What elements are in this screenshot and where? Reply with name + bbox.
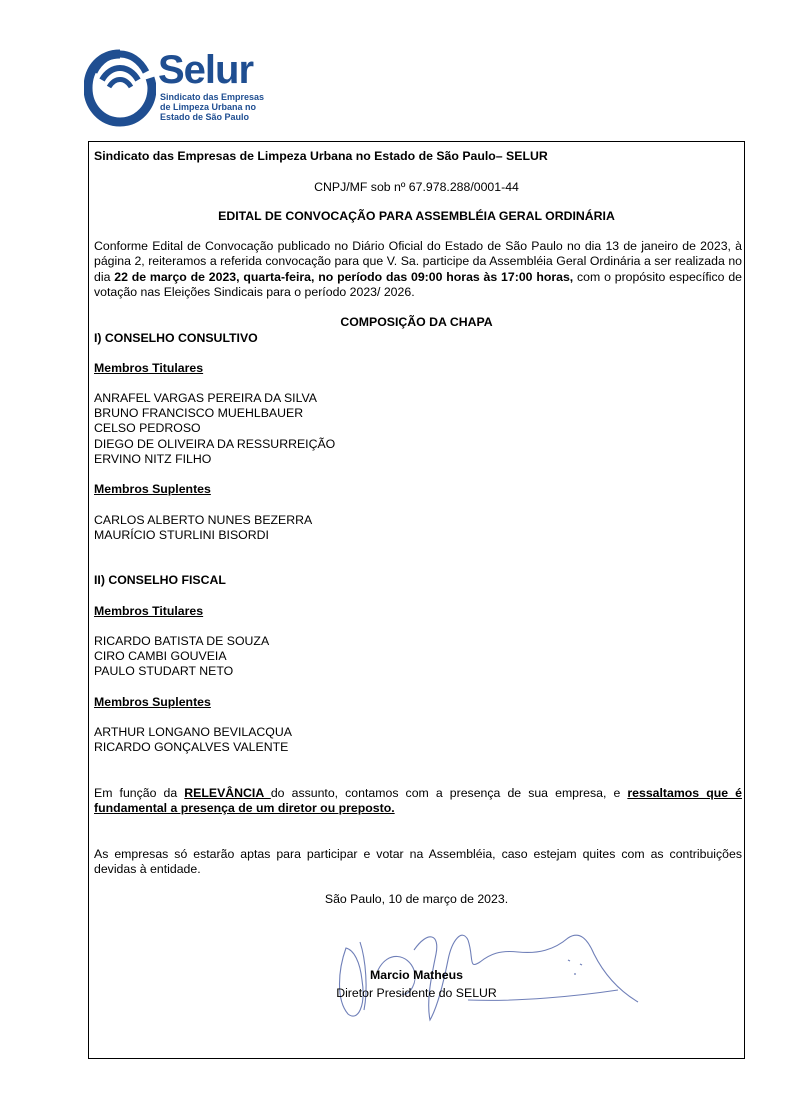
- selur-logo: [84, 44, 284, 128]
- member-name: ERVINO NITZ FILHO: [94, 452, 212, 466]
- cnpj-line: CNPJ/MF sob nº 67.978.288/0001-44: [314, 180, 519, 194]
- logo-subtitle-line: Estado de São Paulo: [160, 112, 250, 122]
- intro-purpose-text: com o propósito específico de votação nas Eleições Sindicais para o período 2023/ 2026.: [94, 269, 742, 299]
- member-name: PAULO STUDART NETO: [94, 664, 234, 678]
- relevance-paragraph: [94, 786, 742, 817]
- relevance-text: Em função da: [94, 786, 185, 800]
- logo-subtitle-line: Sindicato das Empresas: [160, 92, 265, 102]
- intro-paragraph: [94, 239, 742, 300]
- fiscal-titulares-label: Membros Titulares: [94, 604, 204, 618]
- member-name: MAURÍCIO STURLINI BISORDI: [94, 528, 269, 542]
- eligibility-notice: As empresas só estarão aptas para participar e votar na Assembléia, caso estejam quites com as contribuições devidas à entidade.: [94, 847, 742, 877]
- member-name: CARLOS ALBERTO NUNES BEZERRA: [94, 513, 313, 527]
- fiscal-suplentes-label: Membros Suplentes: [94, 695, 211, 709]
- date-line: São Paulo, 10 de março de 2023.: [324, 892, 509, 906]
- section-consultivo-title: I) CONSELHO CONSULTIVO: [94, 331, 258, 345]
- member-name: BRUNO FRANCISCO MUEHLBAUER: [94, 406, 304, 420]
- organization-name: Sindicato das Empresas de Limpeza Urbana no Estado de São Paulo– SELUR: [94, 149, 548, 163]
- member-name: CIRO CAMBI GOUVEIA: [94, 649, 227, 663]
- consultivo-titulares-label: Membros Titulares: [94, 361, 204, 375]
- member-name: RICARDO GONÇALVES VALENTE: [94, 740, 289, 754]
- composition-title: COMPOSIÇÃO DA CHAPA: [340, 315, 493, 329]
- relevance-text-2: do assunto, contamos com a presença de sua empresa, e: [270, 786, 628, 800]
- section-fiscal-title: II) CONSELHO FISCAL: [94, 573, 226, 587]
- member-name: ARTHUR LONGANO BEVILACQUA: [94, 725, 292, 739]
- signer-name: Marcio Matheus: [370, 968, 463, 982]
- logo-subtitle: [160, 92, 264, 122]
- intro-date-text: 22 de março de 2023, quarta-feira, no período das 09:00 horas às 17:00 horas,: [114, 269, 574, 284]
- member-name: RICARDO BATISTA DE SOUZA: [94, 634, 270, 648]
- signer-role: Diretor Presidente do SELUR: [336, 986, 497, 1000]
- selur-logo-icon: [84, 44, 156, 128]
- member-name: ANRAFEL VARGAS PEREIRA DA SILVA: [94, 391, 318, 405]
- logo-name: Selur: [158, 48, 254, 92]
- member-name: DIEGO DE OLIVEIRA DA RESSURREIÇÃO: [94, 437, 336, 451]
- intro-text: Conforme Edital de Convocação publicado no Diário Oficial do Estado de São Paulo no dia 13 de janeiro de 2023, à página 2, reiteramos a referida convocação para que V. Sa. participe da Assembléia Geral Ordinária a ser realizada no dia: [94, 239, 742, 284]
- member-name: CELSO PEDROSO: [94, 421, 201, 435]
- logo-subtitle-line: de Limpeza Urbana no: [160, 102, 257, 112]
- consultivo-suplentes-label: Membros Suplentes: [94, 482, 211, 496]
- relevance-emphasis: ressaltamos que é fundamental a presença de um diretor ou preposto.: [94, 786, 742, 816]
- document-title: EDITAL DE CONVOCAÇÃO PARA ASSEMBLÉIA GERAL ORDINÁRIA: [218, 209, 615, 223]
- relevance-keyword: RELEVÂNCIA: [184, 786, 271, 800]
